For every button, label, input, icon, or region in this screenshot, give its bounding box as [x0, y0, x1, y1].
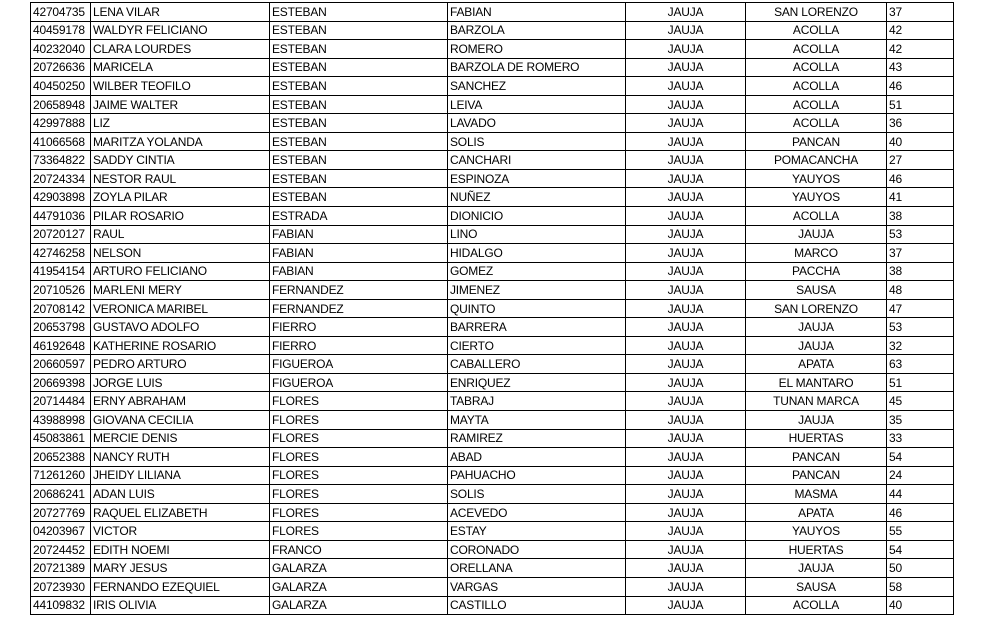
dni-cell: 20653798 [31, 318, 91, 337]
maternal-surname-cell: GOMEZ [448, 262, 626, 281]
table-row [31, 503, 954, 522]
paternal-surname-cell: ESTRADA [270, 207, 448, 226]
age-cell: 24 [887, 466, 954, 485]
dni-cell: 44109832 [31, 596, 91, 615]
dni-cell: 20714484 [31, 392, 91, 411]
maternal-surname-cell: QUINTO [448, 299, 626, 318]
district-cell: JAUJA [746, 411, 887, 430]
given-names-cell: GIOVANA CECILIA [91, 411, 270, 430]
maternal-surname-cell: ACEVEDO [448, 503, 626, 522]
paternal-surname-cell: FLORES [270, 429, 448, 448]
table-row [31, 169, 954, 188]
age-cell: 46 [887, 169, 954, 188]
age-cell: 33 [887, 429, 954, 448]
district-cell: POMACANCHA [746, 151, 887, 170]
province-cell: JAUJA [626, 114, 746, 133]
province-cell: JAUJA [626, 503, 746, 522]
age-cell: 63 [887, 355, 954, 374]
paternal-surname-cell: ESTEBAN [270, 95, 448, 114]
province-cell: JAUJA [626, 225, 746, 244]
age-cell: 47 [887, 299, 954, 318]
table-row [31, 114, 954, 133]
maternal-surname-cell: CANCHARI [448, 151, 626, 170]
district-cell: JAUJA [746, 318, 887, 337]
dni-cell: 40459178 [31, 21, 91, 40]
age-cell: 54 [887, 448, 954, 467]
maternal-surname-cell: NUÑEZ [448, 188, 626, 207]
table-row [31, 336, 954, 355]
province-cell: JAUJA [626, 318, 746, 337]
age-cell: 42 [887, 21, 954, 40]
table-row [31, 77, 954, 96]
age-cell: 37 [887, 244, 954, 263]
dni-cell: 42704735 [31, 3, 91, 22]
given-names-cell: FERNANDO EZEQUIEL [91, 577, 270, 596]
table-row [31, 132, 954, 151]
district-cell: ACOLLA [746, 40, 887, 59]
paternal-surname-cell: FIGUEROA [270, 355, 448, 374]
province-cell: JAUJA [626, 95, 746, 114]
paternal-surname-cell: ESTEBAN [270, 40, 448, 59]
maternal-surname-cell: BARZOLA [448, 21, 626, 40]
province-cell: JAUJA [626, 3, 746, 22]
maternal-surname-cell: CORONADO [448, 540, 626, 559]
given-names-cell: CLARA LOURDES [91, 40, 270, 59]
province-cell: JAUJA [626, 207, 746, 226]
table-row [31, 429, 954, 448]
table-row [31, 448, 954, 467]
maternal-surname-cell: ROMERO [448, 40, 626, 59]
district-cell: JAUJA [746, 225, 887, 244]
province-cell: JAUJA [626, 540, 746, 559]
paternal-surname-cell: FERNANDEZ [270, 299, 448, 318]
table-row [31, 58, 954, 77]
province-cell: JAUJA [626, 299, 746, 318]
district-cell: ACOLLA [746, 114, 887, 133]
province-cell: JAUJA [626, 392, 746, 411]
maternal-surname-cell: LEIVA [448, 95, 626, 114]
province-cell: JAUJA [626, 336, 746, 355]
district-cell: APATA [746, 355, 887, 374]
district-cell: MARCO [746, 244, 887, 263]
maternal-surname-cell: CASTILLO [448, 596, 626, 615]
dni-cell: 20652388 [31, 448, 91, 467]
age-cell: 35 [887, 411, 954, 430]
age-cell: 42 [887, 40, 954, 59]
dni-cell: 71261260 [31, 466, 91, 485]
age-cell: 36 [887, 114, 954, 133]
table-row [31, 392, 954, 411]
given-names-cell: EDITH NOEMI [91, 540, 270, 559]
given-names-cell: IRIS OLIVIA [91, 596, 270, 615]
table-row [31, 3, 954, 22]
maternal-surname-cell: ABAD [448, 448, 626, 467]
paternal-surname-cell: ESTEBAN [270, 3, 448, 22]
province-cell: JAUJA [626, 40, 746, 59]
age-cell: 53 [887, 225, 954, 244]
district-cell: YAUYOS [746, 522, 887, 541]
records-table [30, 2, 954, 615]
paternal-surname-cell: ESTEBAN [270, 77, 448, 96]
district-cell: SAN LORENZO [746, 3, 887, 22]
given-names-cell: NESTOR RAUL [91, 169, 270, 188]
paternal-surname-cell: ESTEBAN [270, 188, 448, 207]
dni-cell: 20660597 [31, 355, 91, 374]
dni-cell: 20658948 [31, 95, 91, 114]
table-row [31, 485, 954, 504]
district-cell: ACOLLA [746, 77, 887, 96]
table-row [31, 577, 954, 596]
given-names-cell: GUSTAVO ADOLFO [91, 318, 270, 337]
records-table-body [31, 3, 954, 615]
age-cell: 58 [887, 577, 954, 596]
table-row [31, 207, 954, 226]
district-cell: PANCAN [746, 132, 887, 151]
district-cell: JAUJA [746, 559, 887, 578]
maternal-surname-cell: PAHUACHO [448, 466, 626, 485]
dni-cell: 40232040 [31, 40, 91, 59]
paternal-surname-cell: ESTEBAN [270, 114, 448, 133]
maternal-surname-cell: ORELLANA [448, 559, 626, 578]
given-names-cell: JORGE LUIS [91, 373, 270, 392]
province-cell: JAUJA [626, 21, 746, 40]
maternal-surname-cell: HIDALGO [448, 244, 626, 263]
district-cell: EL MANTARO [746, 373, 887, 392]
paternal-surname-cell: FLORES [270, 522, 448, 541]
given-names-cell: RAUL [91, 225, 270, 244]
province-cell: JAUJA [626, 58, 746, 77]
given-names-cell: VICTOR [91, 522, 270, 541]
dni-cell: 20710526 [31, 281, 91, 300]
age-cell: 45 [887, 392, 954, 411]
paternal-surname-cell: ESTEBAN [270, 132, 448, 151]
maternal-surname-cell: ESPINOZA [448, 169, 626, 188]
given-names-cell: ZOYLA PILAR [91, 188, 270, 207]
dni-cell: 43988998 [31, 411, 91, 430]
paternal-surname-cell: GALARZA [270, 559, 448, 578]
dni-cell: 40450250 [31, 77, 91, 96]
given-names-cell: MARITZA YOLANDA [91, 132, 270, 151]
dni-cell: 20726636 [31, 58, 91, 77]
province-cell: JAUJA [626, 429, 746, 448]
age-cell: 50 [887, 559, 954, 578]
province-cell: JAUJA [626, 262, 746, 281]
table-row [31, 262, 954, 281]
maternal-surname-cell: BARRERA [448, 318, 626, 337]
district-cell: PANCAN [746, 466, 887, 485]
dni-cell: 20723930 [31, 577, 91, 596]
district-cell: HUERTAS [746, 540, 887, 559]
province-cell: JAUJA [626, 169, 746, 188]
maternal-surname-cell: ESTAY [448, 522, 626, 541]
given-names-cell: PEDRO ARTURO [91, 355, 270, 374]
dni-cell: 41954154 [31, 262, 91, 281]
paternal-surname-cell: FRANCO [270, 540, 448, 559]
table-row [31, 244, 954, 263]
age-cell: 40 [887, 132, 954, 151]
table-row [31, 21, 954, 40]
district-cell: MASMA [746, 485, 887, 504]
age-cell: 55 [887, 522, 954, 541]
province-cell: JAUJA [626, 355, 746, 374]
paternal-surname-cell: ESTEBAN [270, 58, 448, 77]
age-cell: 54 [887, 540, 954, 559]
age-cell: 27 [887, 151, 954, 170]
given-names-cell: LIZ [91, 114, 270, 133]
maternal-surname-cell: TABRAJ [448, 392, 626, 411]
maternal-surname-cell: ENRIQUEZ [448, 373, 626, 392]
district-cell: ACOLLA [746, 596, 887, 615]
paternal-surname-cell: FERNANDEZ [270, 281, 448, 300]
given-names-cell: MARY JESUS [91, 559, 270, 578]
given-names-cell: RAQUEL ELIZABETH [91, 503, 270, 522]
province-cell: JAUJA [626, 466, 746, 485]
dni-cell: 44791036 [31, 207, 91, 226]
province-cell: JAUJA [626, 132, 746, 151]
district-cell: PACCHA [746, 262, 887, 281]
age-cell: 41 [887, 188, 954, 207]
paternal-surname-cell: FIERRO [270, 336, 448, 355]
paternal-surname-cell: ESTEBAN [270, 21, 448, 40]
age-cell: 38 [887, 262, 954, 281]
paternal-surname-cell: FLORES [270, 503, 448, 522]
maternal-surname-cell: RAMIREZ [448, 429, 626, 448]
paternal-surname-cell: FLORES [270, 448, 448, 467]
given-names-cell: WALDYR FELICIANO [91, 21, 270, 40]
age-cell: 38 [887, 207, 954, 226]
age-cell: 37 [887, 3, 954, 22]
age-cell: 48 [887, 281, 954, 300]
age-cell: 46 [887, 503, 954, 522]
given-names-cell: SADDY CINTIA [91, 151, 270, 170]
dni-cell: 20721389 [31, 559, 91, 578]
given-names-cell: WILBER TEOFILO [91, 77, 270, 96]
age-cell: 44 [887, 485, 954, 504]
age-cell: 32 [887, 336, 954, 355]
district-cell: ACOLLA [746, 58, 887, 77]
paternal-surname-cell: GALARZA [270, 577, 448, 596]
dni-cell: 04203967 [31, 522, 91, 541]
district-cell: JAUJA [746, 336, 887, 355]
province-cell: JAUJA [626, 151, 746, 170]
table-row [31, 596, 954, 615]
table-row [31, 281, 954, 300]
province-cell: JAUJA [626, 596, 746, 615]
table-row [31, 559, 954, 578]
maternal-surname-cell: SOLIS [448, 485, 626, 504]
maternal-surname-cell: LINO [448, 225, 626, 244]
province-cell: JAUJA [626, 77, 746, 96]
district-cell: HUERTAS [746, 429, 887, 448]
province-cell: JAUJA [626, 448, 746, 467]
province-cell: JAUJA [626, 373, 746, 392]
dni-cell: 20669398 [31, 373, 91, 392]
given-names-cell: MARLENI MERY [91, 281, 270, 300]
paternal-surname-cell: FIGUEROA [270, 373, 448, 392]
paternal-surname-cell: FIERRO [270, 318, 448, 337]
paternal-surname-cell: FLORES [270, 466, 448, 485]
province-cell: JAUJA [626, 485, 746, 504]
maternal-surname-cell: SANCHEZ [448, 77, 626, 96]
age-cell: 46 [887, 77, 954, 96]
dni-cell: 20724452 [31, 540, 91, 559]
dni-cell: 42997888 [31, 114, 91, 133]
district-cell: ACOLLA [746, 95, 887, 114]
dni-cell: 42903898 [31, 188, 91, 207]
table-row [31, 466, 954, 485]
district-cell: SAUSA [746, 281, 887, 300]
district-cell: ACOLLA [746, 21, 887, 40]
district-cell: ACOLLA [746, 207, 887, 226]
district-cell: APATA [746, 503, 887, 522]
dni-cell: 45083861 [31, 429, 91, 448]
maternal-surname-cell: LAVADO [448, 114, 626, 133]
district-cell: PANCAN [746, 448, 887, 467]
maternal-surname-cell: CABALLERO [448, 355, 626, 374]
dni-cell: 20686241 [31, 485, 91, 504]
province-cell: JAUJA [626, 411, 746, 430]
given-names-cell: ARTURO FELICIANO [91, 262, 270, 281]
paternal-surname-cell: GALARZA [270, 596, 448, 615]
paternal-surname-cell: FLORES [270, 485, 448, 504]
district-cell: SAN LORENZO [746, 299, 887, 318]
province-cell: JAUJA [626, 244, 746, 263]
paternal-surname-cell: FABIAN [270, 262, 448, 281]
district-cell: SAUSA [746, 577, 887, 596]
province-cell: JAUJA [626, 577, 746, 596]
maternal-surname-cell: MAYTA [448, 411, 626, 430]
paternal-surname-cell: ESTEBAN [270, 151, 448, 170]
table-row [31, 522, 954, 541]
given-names-cell: JAIME WALTER [91, 95, 270, 114]
district-cell: YAUYOS [746, 169, 887, 188]
given-names-cell: NELSON [91, 244, 270, 263]
age-cell: 43 [887, 58, 954, 77]
table-row [31, 95, 954, 114]
dni-cell: 20708142 [31, 299, 91, 318]
maternal-surname-cell: CIERTO [448, 336, 626, 355]
dni-cell: 20720127 [31, 225, 91, 244]
given-names-cell: VERONICA MARIBEL [91, 299, 270, 318]
table-row [31, 188, 954, 207]
table-row [31, 355, 954, 374]
given-names-cell: JHEIDY LILIANA [91, 466, 270, 485]
given-names-cell: ERNY ABRAHAM [91, 392, 270, 411]
province-cell: JAUJA [626, 559, 746, 578]
given-names-cell: LENA VILAR [91, 3, 270, 22]
age-cell: 53 [887, 318, 954, 337]
maternal-surname-cell: FABIAN [448, 3, 626, 22]
dni-cell: 73364822 [31, 151, 91, 170]
table-row [31, 40, 954, 59]
table-row [31, 318, 954, 337]
dni-cell: 20724334 [31, 169, 91, 188]
given-names-cell: PILAR ROSARIO [91, 207, 270, 226]
dni-cell: 20727769 [31, 503, 91, 522]
given-names-cell: KATHERINE ROSARIO [91, 336, 270, 355]
paternal-surname-cell: FLORES [270, 411, 448, 430]
district-cell: YAUYOS [746, 188, 887, 207]
province-cell: JAUJA [626, 188, 746, 207]
table-row [31, 151, 954, 170]
district-cell: TUNAN MARCA [746, 392, 887, 411]
table-row [31, 299, 954, 318]
paternal-surname-cell: ESTEBAN [270, 169, 448, 188]
table-row [31, 411, 954, 430]
maternal-surname-cell: BARZOLA DE ROMERO [448, 58, 626, 77]
age-cell: 51 [887, 373, 954, 392]
age-cell: 51 [887, 95, 954, 114]
table-row [31, 540, 954, 559]
table-row [31, 225, 954, 244]
province-cell: JAUJA [626, 281, 746, 300]
given-names-cell: ADAN LUIS [91, 485, 270, 504]
maternal-surname-cell: JIMENEZ [448, 281, 626, 300]
dni-cell: 42746258 [31, 244, 91, 263]
dni-cell: 41066568 [31, 132, 91, 151]
maternal-surname-cell: DIONICIO [448, 207, 626, 226]
age-cell: 40 [887, 596, 954, 615]
province-cell: JAUJA [626, 522, 746, 541]
paternal-surname-cell: FLORES [270, 392, 448, 411]
maternal-surname-cell: VARGAS [448, 577, 626, 596]
paternal-surname-cell: FABIAN [270, 244, 448, 263]
given-names-cell: MERCIE DENIS [91, 429, 270, 448]
table-row [31, 373, 954, 392]
dni-cell: 46192648 [31, 336, 91, 355]
given-names-cell: NANCY RUTH [91, 448, 270, 467]
given-names-cell: MARICELA [91, 58, 270, 77]
maternal-surname-cell: SOLIS [448, 132, 626, 151]
paternal-surname-cell: FABIAN [270, 225, 448, 244]
